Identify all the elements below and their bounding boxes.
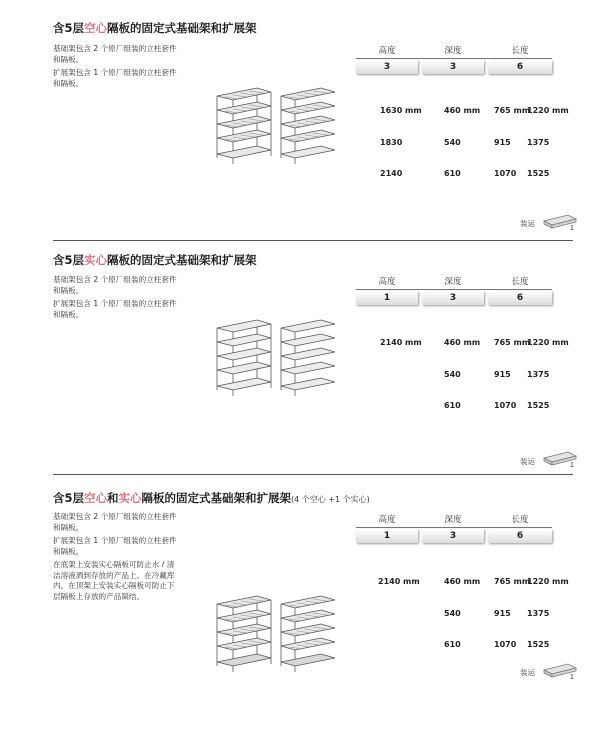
depth-value: 460 mm [444,338,481,347]
desc-add-on-unit: 扩展架包含 1 个原厂组装的立柱套件和隔板。 [53,68,177,88]
lengths-list-b [527,556,569,672]
length-value: 1525 [527,640,550,649]
solid-shelving-illustration [213,310,343,400]
header-height: 高度 [378,515,396,525]
section-description [53,44,181,92]
count-depth: 3 [422,291,484,305]
desc-add-on-unit: 扩展架包含 1 个原厂组装的立柱套件和隔板。 [53,299,177,319]
lengths-list-b [527,317,569,433]
depth-value: 610 [444,401,461,410]
length-value: 1220 mm [527,338,569,347]
length-value: 915 [494,369,511,379]
shipping-carton-icon [542,448,578,468]
header-rule [356,58,552,59]
lengths-list-a [494,317,530,433]
length-value: 1220 mm [527,106,569,115]
lengths-list-a [494,85,530,201]
section-title: 含5层空心和实心隔板的固定式基础架和扩展架(4 个空心 +1 个实心) [53,491,370,505]
header-length: 长度 [511,515,529,525]
mixed-shelving-illustration [213,586,343,676]
depth-value: 460 mm [444,106,481,115]
header-length: 长度 [511,277,529,287]
section-title: 含5层实心隔板的固定式基础架和扩展架 [53,253,257,267]
length-value: 915 [494,137,511,147]
header-length: 长度 [511,46,529,56]
count-length: 6 [488,291,552,305]
desc-base-unit: 基础架包含 2 个原厂组装的立柱套件和隔板。 [53,44,177,64]
header-depth: 深度 [444,277,462,287]
height-value: 2140 [380,169,403,178]
vented-shelving-illustration [213,78,343,168]
section-mixed-shelving [0,474,600,743]
count-depth: 3 [422,529,484,543]
heights-list [380,317,422,370]
count-length: 6 [488,60,552,74]
heights-list [378,556,420,609]
depths-list [444,556,480,672]
height-value: 1830 [380,137,403,147]
depth-value: 610 [444,169,461,178]
ship-count: 1 [570,674,574,680]
depths-list [444,317,480,433]
length-value: 1070 [494,169,517,178]
desc-base-unit: 基础架包含 2 个原厂组装的立柱套件和隔板。 [53,275,177,295]
count-height: 3 [356,60,418,74]
header-depth: 深度 [444,515,462,525]
ship-label: 装运 [520,219,535,228]
length-value: 915 [494,608,511,618]
section-description [53,512,181,605]
count-height: 1 [356,529,418,543]
section-title: 含5层空心隔板的固定式基础架和扩展架 [53,21,257,35]
length-value: 1525 [527,169,550,178]
desc-usage-note: 在底架上安装实心隔板可防止水 / 清洁溶液洒到存放的产品上。在冷藏库内，在顶架上安装实心隔板可防止下层隔板上存放的产品凝结。 [53,560,175,601]
height-value: 2140 mm [380,338,422,347]
shipping-carton-icon [542,660,578,680]
length-value: 765 mm [494,338,531,347]
header-height: 高度 [378,46,396,56]
length-value: 1375 [527,369,550,379]
count-depth: 3 [422,60,484,74]
ship-label: 装运 [520,668,535,677]
shipping-carton-icon [542,211,578,231]
depth-value: 540 [444,369,461,379]
depth-value: 540 [444,608,461,618]
length-value: 1525 [527,401,550,410]
length-value: 1375 [527,608,550,618]
depth-value: 460 mm [444,577,481,586]
length-value: 765 mm [494,106,531,115]
depths-list [444,85,480,201]
height-value: 1630 mm [380,106,422,115]
length-value: 1070 [494,640,517,649]
length-value: 765 mm [494,577,531,586]
ship-count: 1 [570,462,574,468]
header-height: 高度 [378,277,396,287]
header-rule [356,289,552,290]
section-vented-shelving [0,0,600,240]
desc-base-unit: 基础架包含 2 个原厂组装的立柱套件和隔板。 [53,512,177,532]
section-description [53,275,181,323]
ship-count: 1 [570,225,574,231]
ship-label: 装运 [520,457,535,466]
desc-add-on-unit: 扩展架包含 1 个原厂组装的立柱套件和隔板。 [53,536,177,556]
length-value: 1070 [494,401,517,410]
height-value: 2140 mm [378,577,420,586]
length-value: 1375 [527,137,550,147]
lengths-list-b [527,85,569,201]
count-length: 6 [488,529,552,543]
section-solid-shelving [0,240,600,475]
depth-value: 610 [444,640,461,649]
lengths-list-a [494,556,530,672]
count-height: 1 [356,291,418,305]
depth-value: 540 [444,137,461,147]
header-depth: 深度 [444,46,462,56]
length-value: 1220 mm [527,577,569,586]
heights-list [380,85,422,201]
header-rule [356,527,552,528]
